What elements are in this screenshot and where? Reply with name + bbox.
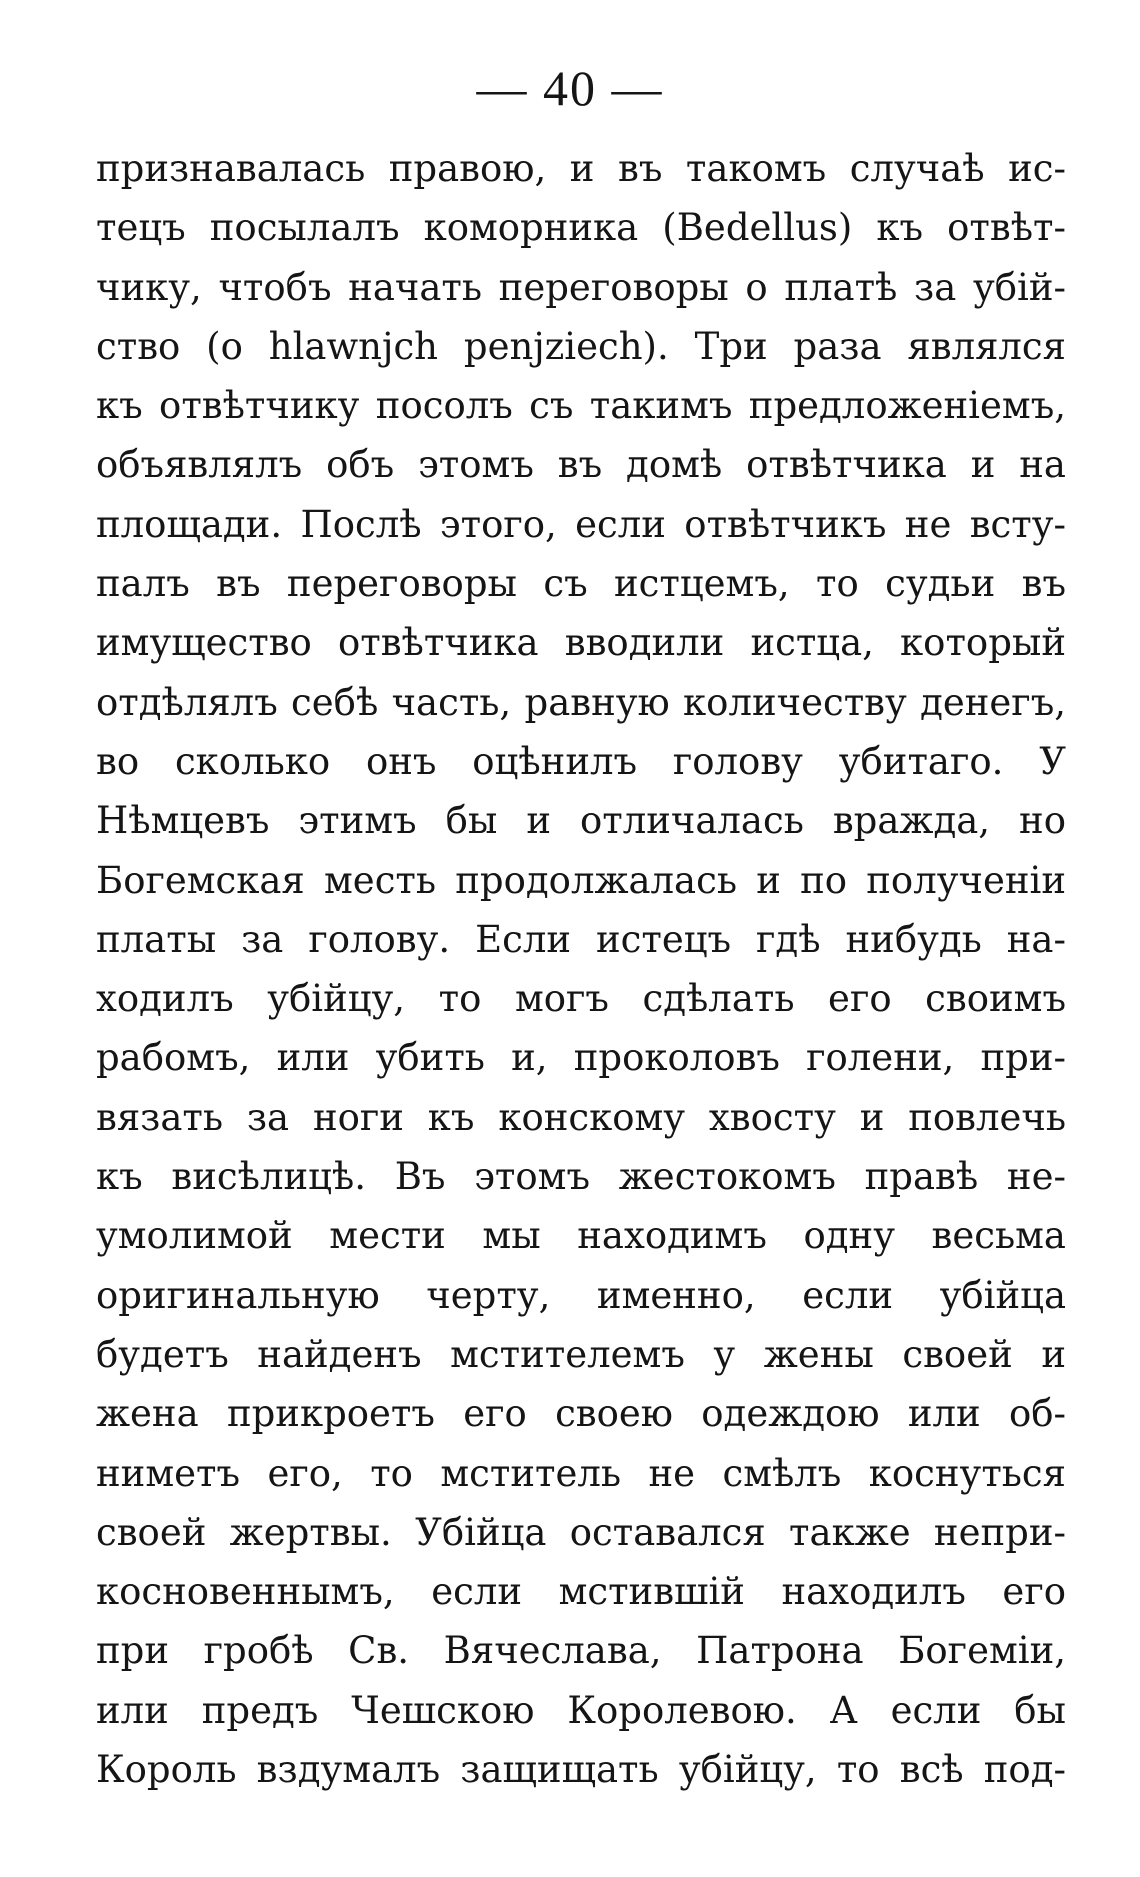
- text-line: умолимой мести мы находимъ одну весьма: [96, 1214, 1066, 1258]
- text-line: во сколько онъ оцѣнилъ голову убитаго. У: [96, 739, 1066, 783]
- text-line: палъ въ переговоры съ истцемъ, то судьи въ: [96, 562, 1066, 606]
- text-line: чику, чтобъ начать переговоры о платѣ за убій-: [96, 265, 1066, 309]
- text-line: своей жертвы. Убійца оставался также непри-: [96, 1510, 1066, 1554]
- text-line: ниметъ его, то мститель не смѣлъ коснуться: [96, 1451, 1066, 1495]
- text-line: ство (o hlawnjch penjziech). Три раза являлся: [96, 324, 1066, 368]
- text-line: оригинальную черту, именно, если убійца: [96, 1273, 1066, 1317]
- text-line: отдѣлялъ себѣ часть, равную количеству денегъ,: [96, 680, 1066, 724]
- text-line: косновеннымъ, если мстившій находилъ его: [96, 1570, 1066, 1614]
- text-line: тецъ посылалъ коморника (Bedellus) къ отвѣт-: [96, 206, 1066, 250]
- text-line: при гробѣ Св. Вячеслава, Патрона Богеміи,: [96, 1629, 1066, 1673]
- text-line: объявлялъ объ этомъ въ домѣ отвѣтчика и на: [96, 443, 1066, 487]
- text-line: имущество отвѣтчика вводили истца, который: [96, 621, 1066, 665]
- text-line: Король вздумалъ защищать убійцу, то всѣ под-: [96, 1748, 1066, 1792]
- text-line: къ отвѣтчику посолъ съ такимъ предложеніемъ,: [96, 384, 1066, 428]
- text-line: къ висѣлицѣ. Въ этомъ жестокомъ правѣ не-: [96, 1155, 1066, 1199]
- text-line: Нѣмцевъ этимъ бы и отличалась вражда, но: [96, 799, 1066, 843]
- body-text: [96, 139, 1066, 1799]
- text-line: площади. Послѣ этого, если отвѣтчикъ не всту-: [96, 502, 1066, 546]
- text-line: жена прикроетъ его своею одеждою или об-: [96, 1392, 1066, 1436]
- text-line: платы за голову. Если истецъ гдѣ нибудь на-: [96, 917, 1066, 961]
- page-number: — 40 —: [476, 60, 664, 116]
- text-line: или предъ Чешскою Королевою. А если бы: [96, 1688, 1066, 1732]
- text-line: ходилъ убійцу, то могъ сдѣлать его своимъ: [96, 977, 1066, 1021]
- text-line: вязать за ноги къ конскому хвосту и повлечь: [96, 1095, 1066, 1139]
- text-line: признавалась правою, и въ такомъ случаѣ ис-: [96, 147, 1066, 190]
- text-line: Богемская месть продолжалась и по полученіи: [96, 858, 1066, 902]
- text-line: рабомъ, или убить и, проколовъ голени, при-: [96, 1036, 1066, 1080]
- text-line: будетъ найденъ мстителемъ у жены своей и: [96, 1332, 1066, 1376]
